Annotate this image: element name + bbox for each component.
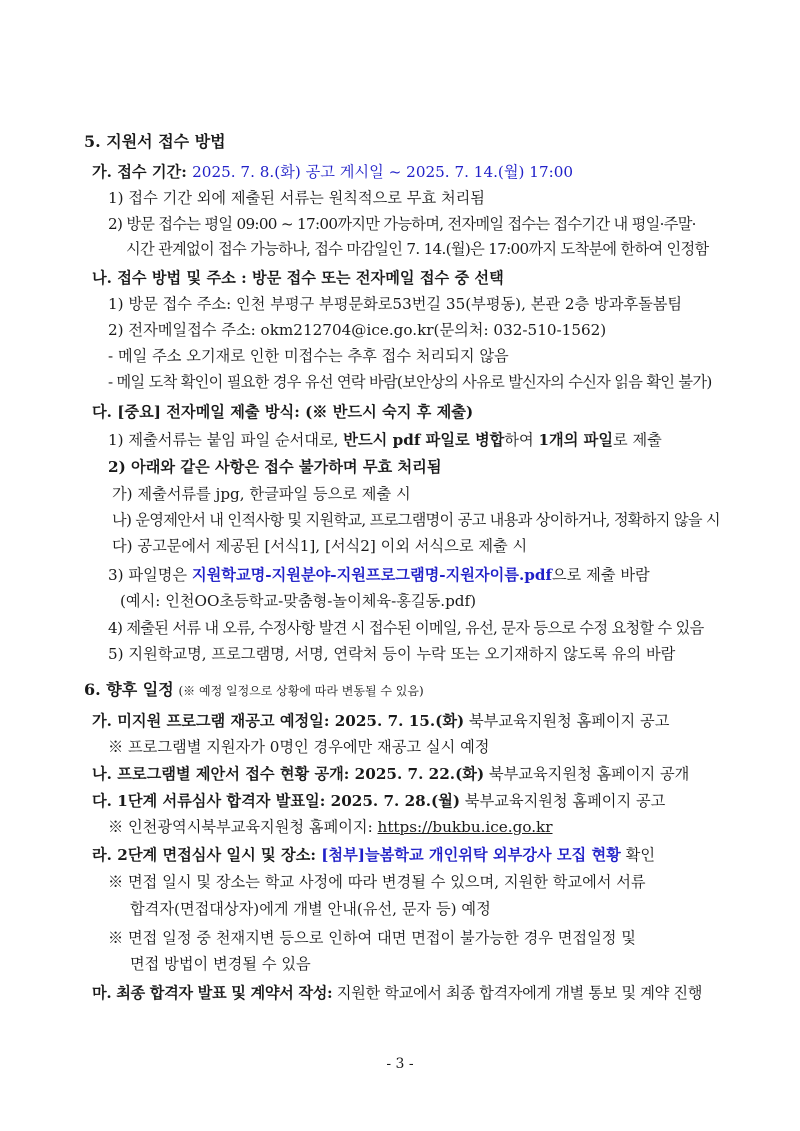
section-6-title: 6. 향후 일정: [84, 680, 174, 699]
s5-da-item-5: 5) 지원학교명, 프로그램명, 서명, 연락처 등이 누락 또는 오기재하지 않도록 유의 바람: [108, 645, 676, 663]
s6-ra-note-2-cont: 면접 방법이 변경될 수 있음: [130, 955, 311, 973]
s5-ga-item-2-cont: 시간 관계없이 접수 가능하나, 접수 마감일인 7. 14.(월)은 17:00까지 도착분에 한하여 인정함: [126, 240, 709, 258]
s5-da1-text-a: 1) 제출서류는 붙임 파일 순서대로,: [108, 431, 344, 449]
s5-da-item-4: 4) 제출된 서류 내 오류, 수정사항 발견 시 접수된 이메일, 유선, 문자 등으로 수정 요청할 수 있음: [108, 619, 704, 637]
s5-ga-label: 가. 접수 기간:: [92, 163, 193, 181]
s6-ga-text: 북부교육지원청 홈페이지 공고: [464, 712, 670, 730]
s5-da3-text-a: 3) 파일명은: [108, 566, 192, 584]
s6-na-label: 나. 프로그램별 제안서 접수 현황 공개: 2025. 7. 22.(화): [92, 765, 485, 783]
s5-ga-line: [92, 160, 573, 184]
s5-na-item-4: - 메일 도착 확인이 필요한 경우 유선 연락 바람(보안상의 사유로 발신자의 수신자 읽음 확인 불가): [108, 373, 712, 391]
s6-ra-line: [92, 843, 655, 867]
s5-da3-filename: 지원학교명-지원분야-지원프로그램명-지원자이름.pdf: [191, 566, 553, 584]
section-6-note: (※ 예정 일정으로 상황에 따라 변동될 수 있음): [178, 684, 424, 698]
s6-da-line: [92, 789, 665, 813]
s5-da-heading: 다. [중요] 전자메일 제출 방식: (※ 반드시 숙지 후 제출): [92, 403, 474, 421]
s5-da3-text-c: 으로 제출 바람: [552, 566, 650, 584]
s5-da-item-3: [108, 563, 650, 587]
s5-da-item-2: 2) 아래와 같은 사항은 접수 불가하며 무효 처리됨: [108, 458, 442, 476]
s5-ga-item-1: 1) 접수 기간 외에 제출된 서류는 원칙적으로 무효 처리됨: [108, 189, 485, 207]
s6-da-note: [108, 815, 553, 839]
s6-da-label: 다. 1단계 서류심사 합격자 발표일: 2025. 7. 28.(월): [92, 792, 461, 810]
homepage-link[interactable]: https://bukbu.ice.go.kr: [377, 818, 553, 836]
section-6-title-line: [84, 678, 424, 703]
s5-na-heading: 나. 접수 방법 및 주소 : 방문 접수 또는 전자메일 접수 중 선택: [92, 269, 504, 287]
s6-da-text: 북부교육지원청 홈페이지 공고: [460, 792, 666, 810]
s5-da2-sub-1: 가) 제출서류를 jpg, 한글파일 등으로 제출 시: [112, 485, 411, 503]
s6-ra-text: 확인: [620, 846, 656, 864]
s5-da2-sub-2: 나) 운영제안서 내 인적사항 및 지원학교, 프로그램명이 공고 내용과 상이하거나, 정확하지 않을 시: [112, 511, 720, 529]
s6-ra-label: 라. 2단계 면접심사 일시 및 장소:: [92, 846, 322, 864]
s6-ma-text: 지원한 학교에서 최종 합격자에게 개별 통보 및 계약 진행: [332, 984, 703, 1002]
s5-da1-text-e: 로 제출: [613, 431, 662, 449]
s6-na-line: [92, 762, 689, 786]
s5-da1-text-b: 반드시 pdf 파일로 병합: [343, 431, 505, 449]
s6-ra-note-1-cont: 합격자(면접대상자)에게 개별 안내(유선, 문자 등) 예정: [130, 900, 491, 918]
s5-na-item-3: - 메일 주소 오기재로 인한 미접수는 추후 접수 처리되지 않음: [108, 347, 509, 365]
s5-da1-text-c: 하여: [504, 431, 539, 449]
s6-ga-line: [92, 709, 669, 733]
s6-ga-note: ※ 프로그램별 지원자가 0명인 경우에만 재공고 실시 예정: [108, 738, 490, 756]
s5-da-item-1: [108, 428, 662, 452]
section-5-title: 5. 지원서 접수 방법: [84, 132, 226, 151]
s6-ra-attachment: [첨부]늘봄학교 개인위탁 외부강사 모집 현황: [321, 846, 621, 864]
s6-da-note-text: ※ 인천광역시북부교육지원청 홈페이지:: [108, 818, 378, 836]
s5-ga-item-2: 2) 방문 접수는 평일 09:00 ~ 17:00까지만 가능하며, 전자메일 접수는 접수기간 내 평일·주말·: [108, 215, 696, 233]
s5-da1-text-d: 1개의 파일: [538, 431, 614, 449]
s6-ra-note-2: ※ 면접 일정 중 천재지변 등으로 인하여 대면 면접이 불가능한 경우 면접일정 및: [108, 929, 636, 947]
page-number: - 3 -: [386, 1056, 414, 1072]
s5-ga-period: 2025. 7. 8.(화) 공고 게시일 ~ 2025. 7. 14.(월) 17:00: [192, 163, 574, 181]
s6-na-text: 북부교육지원청 홈페이지 공개: [484, 765, 690, 783]
s5-na-item-2: 2) 전자메일접수 주소: okm212704@ice.go.kr(문의처: 032-510-1562): [108, 321, 607, 339]
s5-da2-sub-3: 다) 공고문에서 제공된 [서식1], [서식2] 이외 서식으로 제출 시: [112, 537, 528, 555]
s6-ra-note-1: ※ 면접 일시 및 장소는 학교 사정에 따라 변경될 수 있으며, 지원한 학교에서 서류: [108, 873, 646, 891]
s5-na-item-1: 1) 방문 접수 주소: 인천 부평구 부평문화로53번길 35(부평동), 본관 2층 방과후돌봄팀: [108, 295, 683, 313]
s6-ma-label: 마. 최종 합격자 발표 및 계약서 작성:: [92, 984, 333, 1002]
s5-da3-example: (예시: 인천OO초등학교-맞춤형-놀이체육-홍길동.pdf): [120, 592, 477, 610]
s6-ga-label: 가. 미지원 프로그램 재공고 예정일: 2025. 7. 15.(화): [92, 712, 465, 730]
s6-ma-line: [92, 981, 702, 1005]
